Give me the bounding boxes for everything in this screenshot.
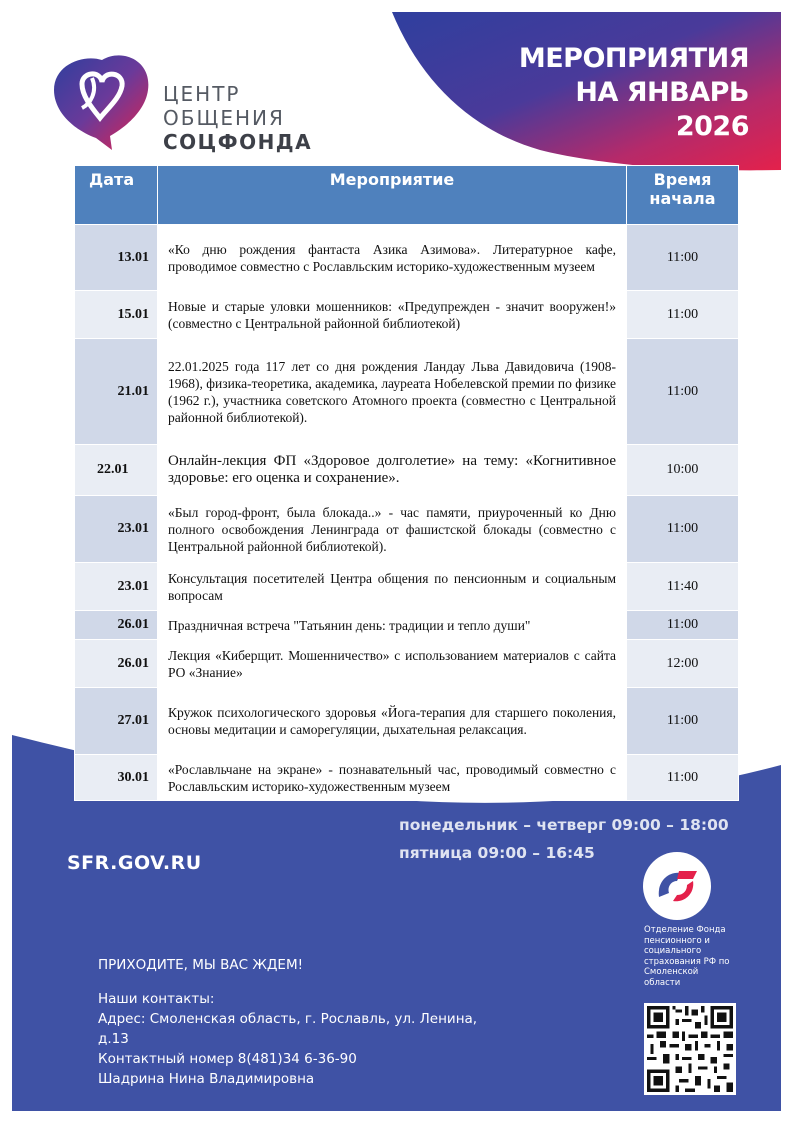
qr-code-icon[interactable] [644,1003,736,1095]
row-time: 11:00 [627,688,739,755]
row-event: Новые и старые уловки мошенников: «Предупрежден - значит вооружен!» (совместно с Центральной районной библиотекой) [158,291,627,339]
row-date: 23.01 [75,563,158,611]
header-time-line1: Время [653,170,712,189]
row-date: 23.01 [75,496,158,563]
table-row [75,640,739,688]
hours-line-2: пятница 09:00 – 16:45 [399,844,595,862]
row-time: 11:40 [627,563,739,611]
row-date: 13.01 [75,225,158,291]
contacts-person: Шадрина Нина Владимировна [98,1071,315,1087]
heart-logo-icon [52,52,152,152]
table-row [75,611,739,640]
table-row [75,339,739,445]
sfr-logo-icon [637,851,717,921]
welcome-text: ПРИХОДИТЕ, МЫ ВАС ЖДЕМ! [98,957,304,973]
row-date: 22.01 [75,445,158,496]
logo-line-1: ЦЕНТР [163,82,241,106]
row-event: Консультация посетителей Центра общения по пенсионным и социальным вопросам [158,563,627,611]
table-row [75,291,739,339]
row-date: 26.01 [75,611,158,640]
row-time: 11:00 [627,291,739,339]
table-row [75,496,739,563]
table-header-row [75,166,739,225]
title-line-3: 2026 [675,111,749,142]
row-event: Праздничная встреча "Татьянин день: традиции и тепло души" [158,611,627,640]
header-date: Дата [75,166,158,225]
row-date: 15.01 [75,291,158,339]
sfr-caption: Отделение Фонда пенсионного и социального страхования РФ по Смоленской области [644,925,730,988]
contacts-address: Адрес: Смоленская область, г. Рославль, ул. Ленина, д.13 [98,1011,478,1047]
row-time: 11:00 [627,496,739,563]
row-time: 11:00 [627,611,739,640]
row-date: 27.01 [75,688,158,755]
row-time: 12:00 [627,640,739,688]
row-time: 11:00 [627,225,739,291]
row-event: Лекция «Киберщит. Мошенничество» с использованием материалов с сайта РО «Знание» [158,640,627,688]
table-row [75,755,739,801]
contacts-phone: Контактный номер 8(481)34 6-36-90 [98,1051,357,1067]
row-time: 11:00 [627,755,739,801]
row-event: «Ко дню рождения фантаста Азика Азимова». Литературное кафе, проводимое совместно с Рославльским историко-художественным музеем [158,225,627,291]
page-title [519,42,749,144]
row-event: Кружок психологического здоровья «Йога-терапия для старшего поколения, основы медитации и саморегуляции, дыхательная релаксация. [158,688,627,755]
row-date: 26.01 [75,640,158,688]
row-event: «Рославльчане на экране» - познавательный час, проводимый совместно с Рославльским историко-художественным музеем [158,755,627,801]
header-event: Мероприятие [158,166,627,225]
website-link[interactable]: SFR.GOV.RU [67,852,202,874]
table-row [75,563,739,611]
row-date: 21.01 [75,339,158,445]
header-time-line2: начала [649,189,716,208]
table-row [75,688,739,755]
row-event: Онлайн-лекция ФП «Здоровое долголетие» на тему: «Когнитивное здоровье: его оценка и сохранение». [158,445,627,496]
table-row [75,445,739,496]
header-time [627,166,739,225]
title-line-1: МЕРОПРИЯТИЯ [518,43,749,74]
title-line-2: НА ЯНВАРЬ [575,77,749,108]
contacts-block [98,989,498,1089]
hours-line-1: понедельник – четверг 09:00 – 18:00 [399,816,729,834]
row-event: «Был город-фронт, была блокада..» - час памяти, приуроченный ко Дню полного освобождения Ленинграда от фашистской блокады (совместно с Центральной районной библиотекой). [158,496,627,563]
logo-line-3: СОЦФОНДА [163,130,313,154]
row-time: 10:00 [627,445,739,496]
row-event: 22.01.2025 года 117 лет со дня рождения Ландау Льва Давидовича (1908-1968), физика-теоретика, академика, лауреата Нобелевской премии по физике (1962 г.), участника советского Атомного проекта (совместно с Центральной районной библиотекой). [158,339,627,445]
contacts-title: Наши контакты: [98,991,215,1007]
table-row [75,225,739,291]
logo-line-2: ОБЩЕНИЯ [163,106,285,130]
row-time: 11:00 [627,339,739,445]
row-date: 30.01 [75,755,158,801]
schedule-table [74,165,739,801]
logo-wordmark [163,82,312,155]
